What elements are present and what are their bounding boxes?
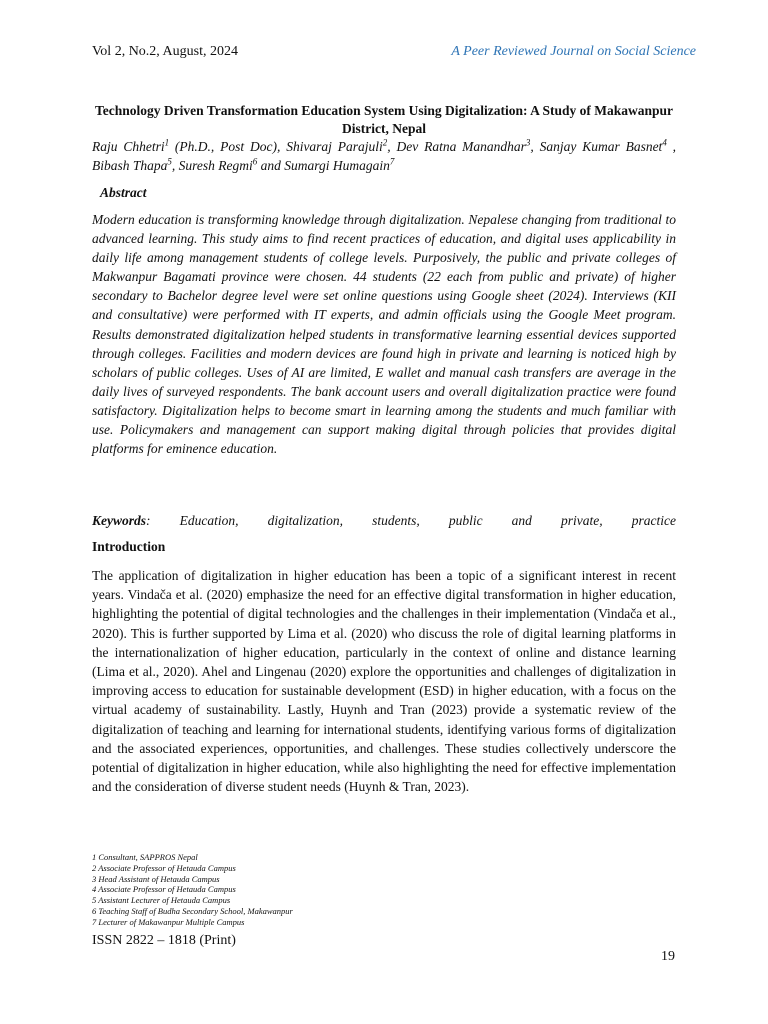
author-affiliation-mark: 4 (662, 137, 667, 148)
paper-title: Technology Driven Transformation Education System Using Digitalization: A Study of Makawanpur District, Nepal (94, 103, 674, 136)
author-list (92, 137, 676, 175)
footnote: 1 Consultant, SAPPROS Nepal (92, 852, 198, 862)
introduction-text: The application of digitalization in higher education has been a topic of a significant interest in recent years. Vindača et al. (2020) emphasize the need for an effective digital transformation in higher education, highlighting the potential of digital technologies and the challenges in their implementation (Vindača et al., 2020). This is further supported by Lima et al. (2020) who discuss the role of digital learning platforms in the internationalization of higher education, particularly in the context of online and distance learning (Lima et al., 2020). Ahel and Lingenau (2020) explore the opportunities and challenges of digitalization in improving access to education for sustainable development (ESD) in higher education, with a focus on the virtual academy of sustainability. Lastly, Huynh and Tran (2023) provide a systematic review of the digitalization of teaching and learning for international students, identifying various forms of digitalization and the associated experiences, opportunities, and challenges. These studies collectively underscore the potential of digitalization in higher education, while also highlighting the need for effective implementation and the consideration of diverse student needs (Huynh & Tran, 2023). (92, 568, 676, 795)
author-affiliation-mark: 5 (167, 156, 172, 167)
author-separator: , (530, 139, 540, 154)
keywords-label: Keywords (92, 513, 146, 528)
keywords-line (92, 511, 676, 530)
journal-name: A Peer Reviewed Journal on Social Science (451, 44, 696, 59)
author-affiliation-mark: 7 (389, 156, 395, 167)
introduction-heading: Introduction (92, 539, 166, 554)
author-name: Shivaraj Parajuli (286, 139, 383, 154)
author-affiliation-mark: 6 (252, 156, 258, 167)
footnote: 4 Associate Professor of Hetauda Campus (92, 884, 236, 895)
abstract-text: Modern education is transforming knowledge through digitalization. Nepalese changing from traditional to advanced learning. This study aims to find recent practices of education, and digital uses applicability in daily life among management students of college levels. Purposively, the public and private colleges of Makwanpur Bagamati province were chosen. 44 students (22 each from public and private) of higher secondary to Bachelor degree level were set online questions using Google sheet (2024). Interviews (KII and consultative) were performed with IT experts, and admin officials using the Google Meet program. Results demonstrated digitalization helped students in transformative learning essential devices supported through colleges. Facilities and modern devices are found high in private and learning is noticed high by scholars of public colleges. Uses of AI are limited, E wallet and manual cash transfers are average in the daily lives of surveyed respondents. The bank account users and overall digitalization practice were found satisfactory. Digitalization helps to become smart in learning among the students and much familiar with use. Policymakers and management can support making digital through policies that provides digital platforms for eminence education. (92, 212, 676, 457)
author-affiliation-mark: 2 (382, 137, 388, 148)
author-separator: , (387, 139, 397, 154)
footnotes (92, 852, 492, 928)
footnote: 3 Head Assistant of Hetauda Campus (92, 873, 220, 884)
footnote: 2 Associate Professor of Hetauda Campus (92, 862, 236, 873)
abstract-heading: Abstract (100, 185, 147, 200)
footnote: 7 Lecturer of Makawanpur Multiple Campus (92, 916, 245, 927)
author-separator: (Ph.D., Post Doc), (169, 139, 287, 154)
volume-info: Vol 2, No.2, August, 2024 (92, 44, 238, 59)
author-separator: and (257, 158, 285, 173)
author-name: Raju Chhetri (92, 139, 165, 154)
author-separator: , (666, 139, 677, 154)
author-name: Dev Ratna Manandhar (396, 139, 526, 154)
issn-number: ISSN 2822 – 1818 (Print) (92, 933, 236, 948)
footnote: 6 Teaching Staff of Budha Secondary School, Makawanpur (92, 905, 293, 916)
author-name: Bibash Thapa (92, 158, 168, 173)
keywords-list: : Education, digitalization, students, public and private, practice (146, 513, 676, 528)
author-affiliation-mark: 3 (525, 137, 531, 148)
author-separator: , (171, 158, 179, 173)
footnote: 5 Assistant Lecturer of Hetauda Campus (92, 895, 231, 906)
author-name: Suresh Regmi (178, 158, 253, 173)
author-name: Sumargi Humagain (284, 158, 390, 173)
author-name: Sanjay Kumar Basnet (539, 139, 663, 154)
page-number: 19 (661, 949, 675, 964)
author-affiliation-mark: 1 (164, 137, 170, 148)
